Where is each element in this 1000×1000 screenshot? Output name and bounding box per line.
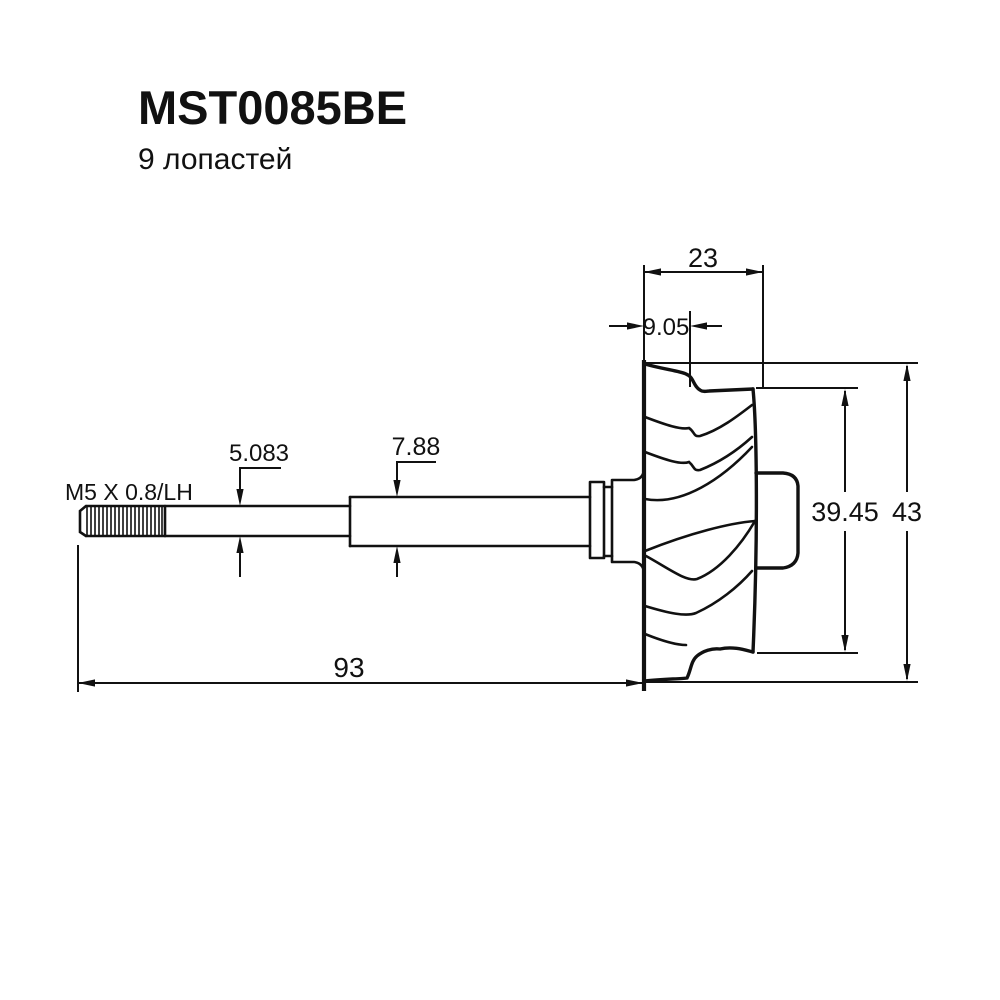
dim-text-7-88: 7.88: [391, 433, 441, 461]
dim-text-93: 93: [333, 652, 365, 683]
dim-text-43: 43: [891, 497, 923, 527]
blade-profile-curves: [645, 405, 755, 645]
dim-text-23: 23: [687, 243, 719, 273]
blade-count-subtitle: 9 лопастей: [138, 143, 293, 176]
dim-backplate-step: [609, 311, 722, 387]
wheel-bottom-contour: [645, 648, 753, 681]
collar-ring-2: [612, 470, 644, 572]
wheel-top-contour: [645, 364, 753, 391]
part-number-title: MST0085BE: [138, 81, 408, 134]
shaft-small-section: [165, 506, 350, 536]
dim-shaft-large-diameter: [392, 433, 441, 577]
seal-collar: [590, 470, 644, 572]
hub-nose: [756, 473, 798, 568]
shaft-large-section: [350, 497, 590, 546]
thread-hatching: [87, 506, 162, 536]
dim-text-39-45: 39.45: [811, 497, 879, 527]
thread-spec-label: M5 X 0.8/LH: [65, 479, 193, 505]
dim-shaft-length: [78, 545, 643, 692]
dim-wheel-outer-diameter: [646, 363, 922, 682]
dim-blade-tip-diameter: [756, 388, 879, 653]
dim-text-9-05: 9.05: [642, 314, 690, 341]
collar-ring-1: [590, 482, 604, 558]
dim-text-5-083: 5.083: [228, 440, 290, 467]
turbine-wheel: [644, 360, 798, 691]
dim-shaft-small-diameter: [229, 440, 289, 577]
